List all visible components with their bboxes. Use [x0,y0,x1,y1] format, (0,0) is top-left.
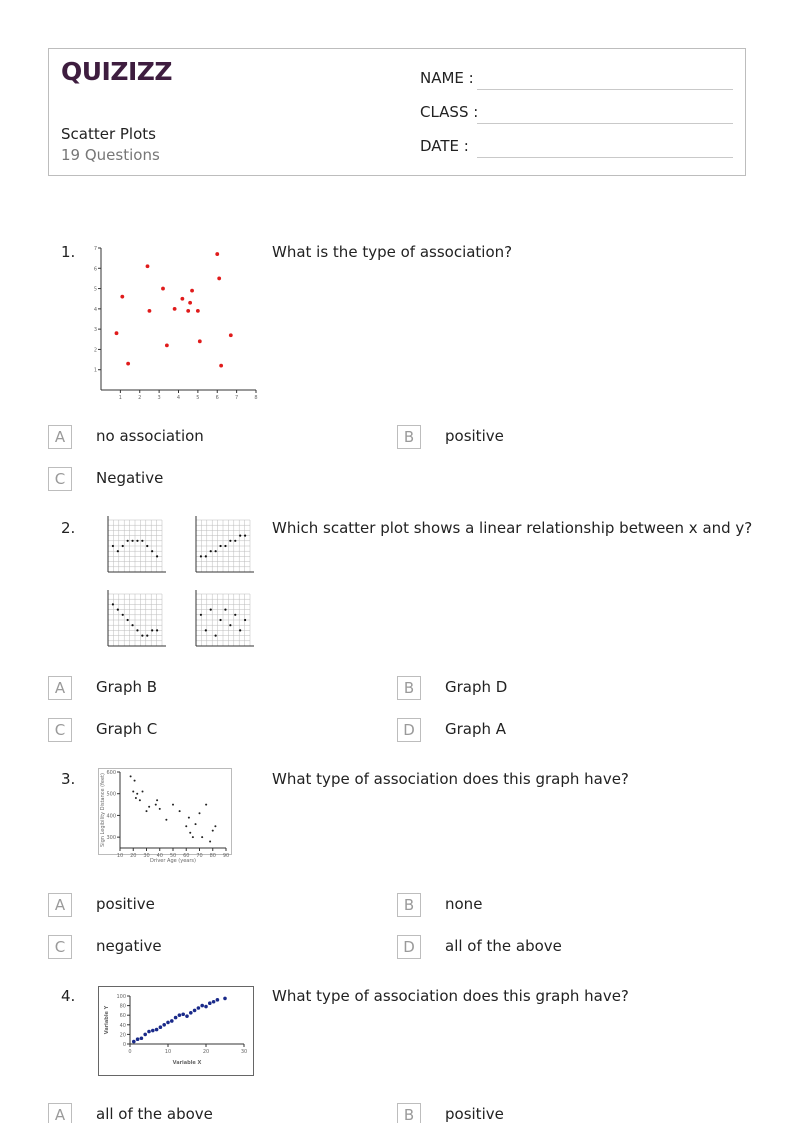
y-tick-label: 2 [93,347,97,354]
data-point [223,997,227,1001]
option-text: Negative [96,469,164,487]
q2-graph-panels [98,514,258,652]
data-point [209,840,211,842]
data-point [159,1025,163,1029]
option-letter: B [397,893,421,917]
data-point [199,812,201,814]
data-point [201,836,203,838]
data-point [210,550,212,552]
data-point [229,333,233,337]
data-point [234,540,236,542]
data-point [140,1036,144,1040]
data-point [185,1014,189,1018]
data-point [229,624,231,626]
data-point [127,619,129,621]
option-letter: B [397,1103,421,1123]
data-point [148,806,150,808]
x-tick-label: 30 [240,1049,248,1055]
data-point [195,823,197,825]
data-point [136,793,138,795]
x-tick-label: 90 [222,853,230,859]
option-letter: C [48,467,72,491]
data-point [159,808,161,810]
option-letter: B [397,425,421,449]
option-text: Graph D [445,678,508,696]
data-point [126,362,130,366]
data-point [219,619,221,621]
data-point [217,277,221,281]
data-point [151,1029,155,1033]
worksheet-title: Scatter Plots [61,125,156,143]
data-point [142,791,144,793]
y-tick-label: 60 [119,1013,126,1020]
data-point [147,1030,151,1034]
chart-frame [99,769,232,855]
y-tick-label: 4 [93,306,97,313]
data-point [205,629,207,631]
x-tick-label: 10 [116,853,124,859]
question-text: What type of association does this graph have? [272,770,629,788]
y-tick-label: 3 [93,327,97,334]
option-text: no association [96,427,204,445]
x-tick-label: 3 [157,395,161,401]
data-point [151,550,153,552]
y-tick-label: 80 [119,1003,126,1010]
data-point [155,804,157,806]
option-text: Graph B [96,678,158,696]
x-tick-label: 10 [164,1049,172,1055]
y-tick-label: 7 [93,246,97,252]
y-tick-label: 40 [119,1022,126,1029]
x-tick-label: 5 [196,395,200,401]
data-point [200,555,202,557]
data-point [212,1000,216,1004]
q3-scatter-chart [98,768,232,868]
data-point [200,1004,204,1008]
question-text: What type of association does this graph have? [272,987,629,1005]
data-point [156,555,158,557]
data-point [200,614,202,616]
question-text: What is the type of association? [272,243,513,261]
x-tick-label: 6 [215,395,219,401]
data-point [143,1033,147,1037]
data-point [216,998,220,1002]
data-point [244,619,246,621]
option-text: all of the above [96,1105,213,1123]
data-point [156,799,158,801]
data-point [131,540,133,542]
data-point [139,799,141,801]
question-number: 3. [61,770,76,788]
data-point [161,287,165,291]
name-field[interactable] [420,69,474,87]
data-point [122,545,124,547]
question-number: 2. [61,519,76,537]
data-point [156,629,158,631]
data-point [127,540,129,542]
data-point [146,635,148,637]
q4-scatter-chart [98,986,254,1076]
data-point [117,609,119,611]
q1-scatter-chart [93,240,260,404]
data-point [155,1028,159,1032]
x-tick-label: 20 [202,1049,210,1055]
class-line [477,123,733,124]
worksheet-header [48,48,746,176]
option-text: all of the above [445,937,562,955]
option-text: Graph A [445,720,507,738]
data-point [151,629,153,631]
x-tick-label: 0 [128,1049,132,1055]
option-letter: C [48,935,72,959]
x-tick-label: 1 [118,395,122,401]
option-text: positive [445,427,504,445]
option-text: positive [445,1105,504,1123]
option-text: none [445,895,483,913]
data-point [208,1001,212,1005]
data-point [172,804,174,806]
question-number: 1. [61,243,76,261]
x-tick-label: 30 [143,853,150,859]
name-label: NAME : [420,69,474,87]
data-point [224,545,226,547]
data-point [146,264,150,268]
data-point [146,810,148,812]
option-letter: D [397,935,421,959]
data-point [134,780,136,782]
data-point [135,797,137,799]
data-point [115,331,119,335]
data-point [239,629,241,631]
y-axis-label: Sign Legibility Distance (feet) [100,773,106,847]
data-point [234,614,236,616]
data-point [185,825,187,827]
data-point [198,339,202,343]
x-tick-label: 50 [169,853,177,859]
data-point [141,635,143,637]
data-point [131,624,133,626]
data-point [136,540,138,542]
x-tick-label: 7 [235,395,239,401]
x-tick-label: 2 [138,395,142,401]
date-field[interactable] [420,137,469,155]
option-letter: B [397,676,421,700]
y-tick-label: 1 [93,367,97,374]
data-point [181,1012,185,1016]
option-letter: C [48,718,72,742]
data-point [186,309,190,313]
option-text: Graph C [96,720,158,738]
data-point [117,550,119,552]
data-point [165,819,167,821]
data-point [197,1006,201,1010]
y-tick-label: 5 [93,286,97,293]
x-tick-label: 70 [196,853,203,859]
data-point [214,825,216,827]
data-point [204,1005,208,1009]
data-point [212,830,214,832]
data-point [188,301,192,305]
data-point [174,1016,178,1020]
y-tick-label: 300 [106,835,116,842]
x-tick-label: 80 [209,853,216,859]
data-point [205,804,207,806]
data-point [136,1037,140,1041]
data-point [179,810,181,812]
x-tick-label: 40 [156,853,163,859]
y-tick-label: 600 [106,770,116,776]
data-point [130,775,132,777]
data-point [229,540,231,542]
data-point [219,545,221,547]
y-tick-label: 20 [119,1032,126,1039]
data-point [188,817,190,819]
data-point [170,1019,174,1023]
data-point [190,289,194,293]
quizizz-logo: QUIZIZZ [61,57,173,86]
option-text: positive [96,895,155,913]
data-point [132,1040,136,1044]
data-point [244,535,246,537]
x-tick-label: 20 [130,853,137,859]
data-point [189,1011,193,1015]
class-label: CLASS : [420,103,479,121]
data-point [215,635,217,637]
date-line [477,157,733,158]
class-field[interactable] [420,103,478,121]
data-point [162,1023,166,1027]
data-point [215,550,217,552]
data-point [178,1013,182,1017]
x-tick-label: 60 [183,853,190,859]
x-axis-label: Variable X [172,1060,202,1066]
data-point [136,629,138,631]
data-point [148,309,152,313]
data-point [196,309,200,313]
data-point [141,540,143,542]
y-tick-label: 100 [116,994,126,1000]
data-point [210,609,212,611]
option-letter: A [48,1103,72,1123]
y-tick-label: 400 [106,813,116,820]
data-point [239,535,241,537]
x-tick-label: 8 [254,395,258,401]
data-point [120,295,124,299]
data-point [193,1009,197,1013]
data-point [146,545,148,547]
option-letter: A [48,676,72,700]
data-point [219,364,223,368]
data-point [205,555,207,557]
question-text: Which scatter plot shows a linear relationship between x and y? [272,519,753,537]
option-letter: D [397,718,421,742]
y-tick-label: 500 [106,791,116,798]
question-count: 19 Questions [61,146,160,164]
data-point [165,343,169,347]
y-axis-label: Variable Y [104,1005,110,1035]
data-point [166,1021,170,1025]
data-point [224,609,226,611]
question-number: 4. [61,987,76,1005]
data-point [215,252,219,256]
name-line [477,89,733,90]
x-axis-label: Driver Age (years) [150,858,196,864]
option-letter: A [48,893,72,917]
data-point [112,545,114,547]
data-point [112,603,114,605]
data-point [189,832,191,834]
data-point [180,297,184,301]
x-tick-label: 4 [176,395,181,401]
data-point [122,614,124,616]
data-point [132,791,134,793]
option-letter: A [48,425,72,449]
data-point [192,836,194,838]
date-label: DATE : [420,137,469,155]
data-point [173,307,177,311]
y-tick-label: 6 [93,266,97,273]
option-text: negative [96,937,162,955]
y-tick-label: 0 [122,1042,126,1048]
